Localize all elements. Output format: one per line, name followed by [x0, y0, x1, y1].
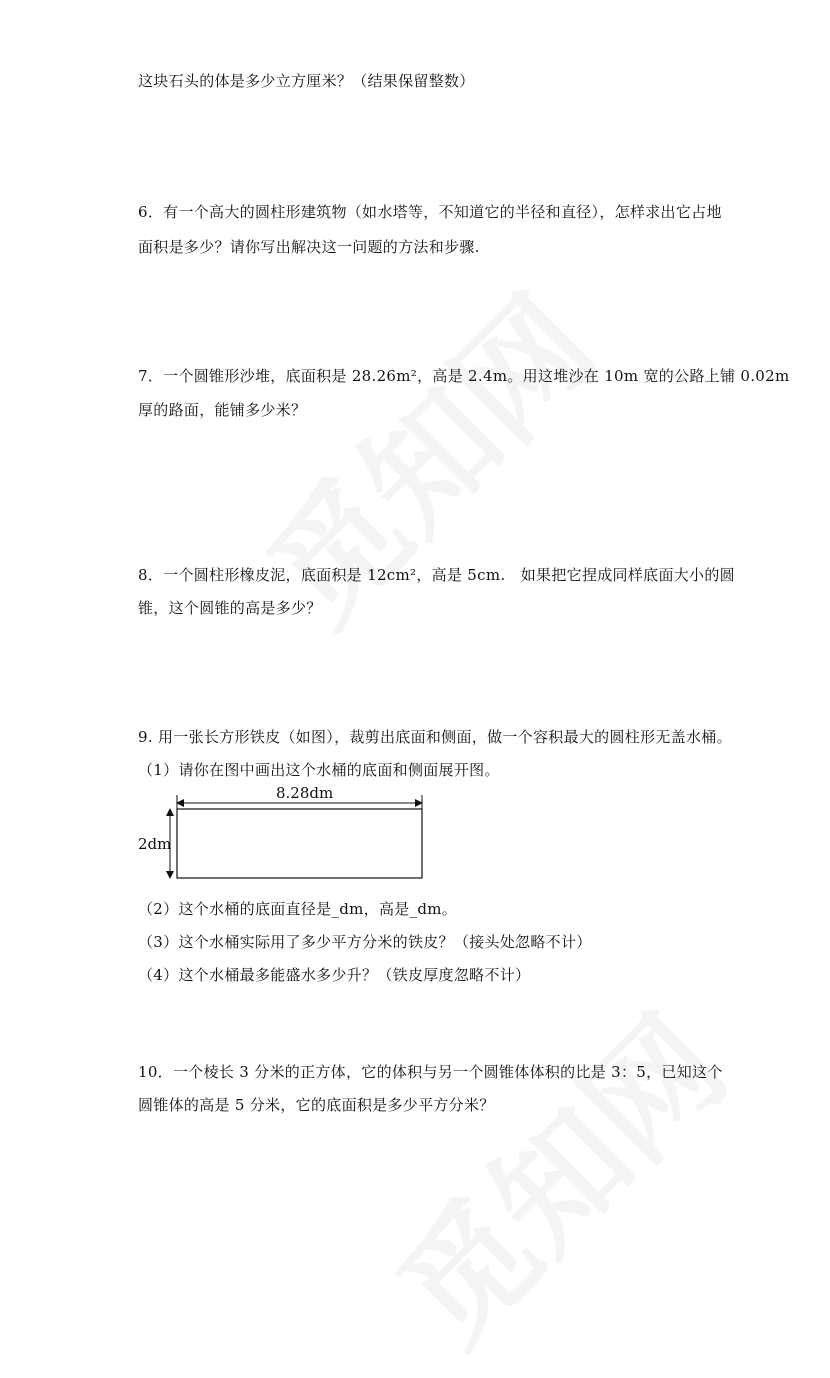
q6-line2: 面积是多少？请你写出解决这一问题的方法和步骤.: [138, 238, 480, 256]
q8-line1: 8．一个圆柱形橡皮泥，底面积是 12cm²，高是 5cm. 如果把它捏成同样底面大小的圆: [138, 566, 735, 584]
q10-line2: 圆锥体的高是 5 分米，它的底面积是多少平方分米？: [138, 1096, 495, 1114]
q9-part1: （1）请你在图中画出这个水桶的底面和侧面展开图。: [138, 761, 500, 779]
q9-part2: （2）这个水桶的底面直径是_dm，高是_dm。: [138, 900, 458, 918]
q9-intro: 9. 用一张长方形铁皮（如图），裁剪出底面和侧面，做一个容积最大的圆柱形无盖水桶。: [138, 728, 732, 746]
q9-part4: （4）这个水桶最多能盛水多少升？（铁皮厚度忽略不计）: [138, 966, 531, 984]
sheet-rectangle: [177, 809, 422, 878]
q7-line1: 7．一个圆锥形沙堆，底面积是 28.26m²，高是 2.4m。用这堆沙在 10m 宽的公路上铺 0.02m: [138, 367, 790, 385]
stone-volume-question: 这块石头的体是多少立方厘米？（结果保留整数）: [138, 72, 475, 90]
q9-part3: （3）这个水桶实际用了多少平方分米的铁皮？（接头处忽略不计）: [138, 933, 592, 951]
q8-line2: 锥，这个圆锥的高是多少？: [138, 599, 322, 617]
q10-line1: 10．一个棱长 3 分米的正方体，它的体积与另一个圆锥体体积的比是 3：5，已知这个: [138, 1063, 723, 1081]
iron-sheet-diagram: [0, 790, 830, 890]
q6-line1: 6．有一个高大的圆柱形建筑物（如水塔等，不知道它的半径和直径），怎样求出它占地: [138, 203, 722, 221]
width-label: 8.28dm: [276, 784, 334, 802]
q7-line2: 厚的路面，能铺多少米？: [138, 401, 307, 419]
height-label: 2dm: [138, 835, 172, 853]
